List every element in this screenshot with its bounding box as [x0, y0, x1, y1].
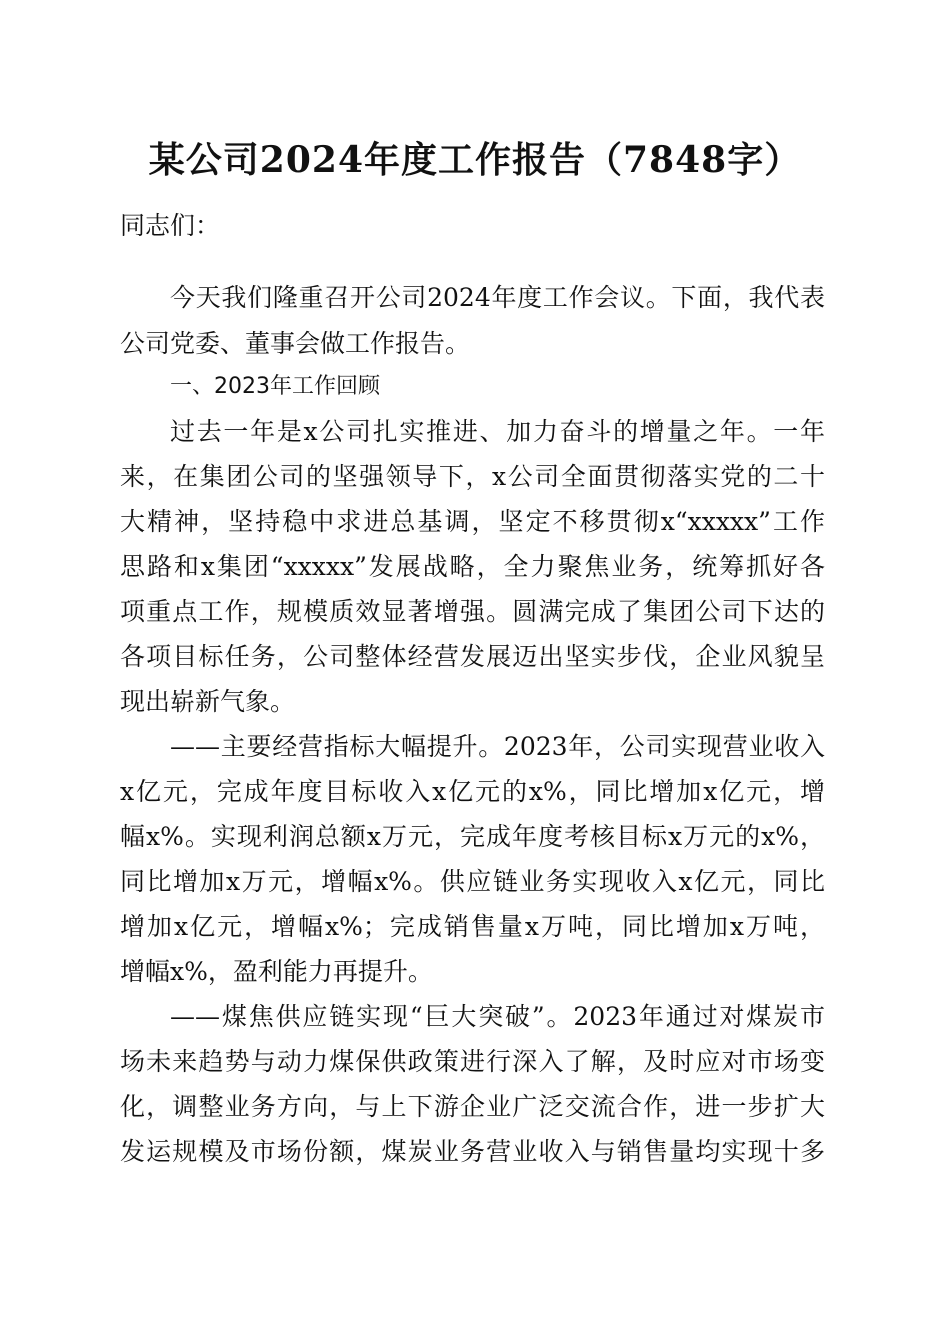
paragraph-line: 发运规模及市场份额，煤炭业务营业收入与销售量均实现十多	[120, 1137, 825, 1166]
paragraph-line: 同比增加x万元，增幅x%。供应链业务实现收入x亿元，同比	[120, 867, 825, 896]
paragraph-line: 公司党委、董事会做工作报告。	[120, 329, 471, 358]
paragraph-line: 化，调整业务方向，与上下游企业广泛交流合作，进一步扩大	[120, 1092, 825, 1121]
paragraph-line: 来，在集团公司的坚强领导下，x公司全面贯彻落实党的二十	[120, 462, 825, 491]
paragraph-line: 过去一年是x公司扎实推进、加力奋斗的增量之年。一年	[170, 417, 825, 446]
section-heading: 一、2023年工作回顾	[170, 374, 380, 399]
paragraph-line: 今天我们隆重召开公司2024年度工作会议。下面，我代表	[170, 283, 825, 312]
salutation: 同志们：	[120, 211, 221, 240]
paragraph-line: 幅x%。实现利润总额x万元，完成年度考核目标x万元的x%，	[120, 822, 825, 851]
document-title: 某公司2024年度工作报告（7848字）	[148, 139, 802, 181]
paragraph-line: 大精神，坚持稳中求进总基调，坚定不移贯彻x“xxxxx”工作	[120, 507, 825, 536]
paragraph-line: x亿元，完成年度目标收入x亿元的x%，同比增加x亿元，增	[120, 777, 825, 806]
paragraph-line: 思路和x集团“xxxxx”发展战略，全力聚焦业务，统筹抓好各	[120, 552, 825, 581]
paragraph-line: 项重点工作，规模质效显著增强。圆满完成了集团公司下达的	[120, 597, 825, 626]
paragraph-line: 增加x亿元，增幅x%；完成销售量x万吨，同比增加x万吨，	[120, 912, 825, 941]
paragraph-line: 场未来趋势与动力煤保供政策进行深入了解，及时应对市场变	[120, 1047, 825, 1076]
paragraph-line: 现出崭新气象。	[120, 687, 296, 716]
paragraph-line: ——煤焦供应链实现“巨大突破”。2023年通过对煤炭市	[170, 1002, 825, 1031]
paragraph-line: 增幅x%，盈利能力再提升。	[120, 957, 433, 986]
paragraph-line: ——主要经营指标大幅提升。2023年，公司实现营业收入	[170, 732, 825, 761]
paragraph-line: 各项目标任务，公司整体经营发展迈出坚实步伐，企业风貌呈	[120, 642, 825, 671]
